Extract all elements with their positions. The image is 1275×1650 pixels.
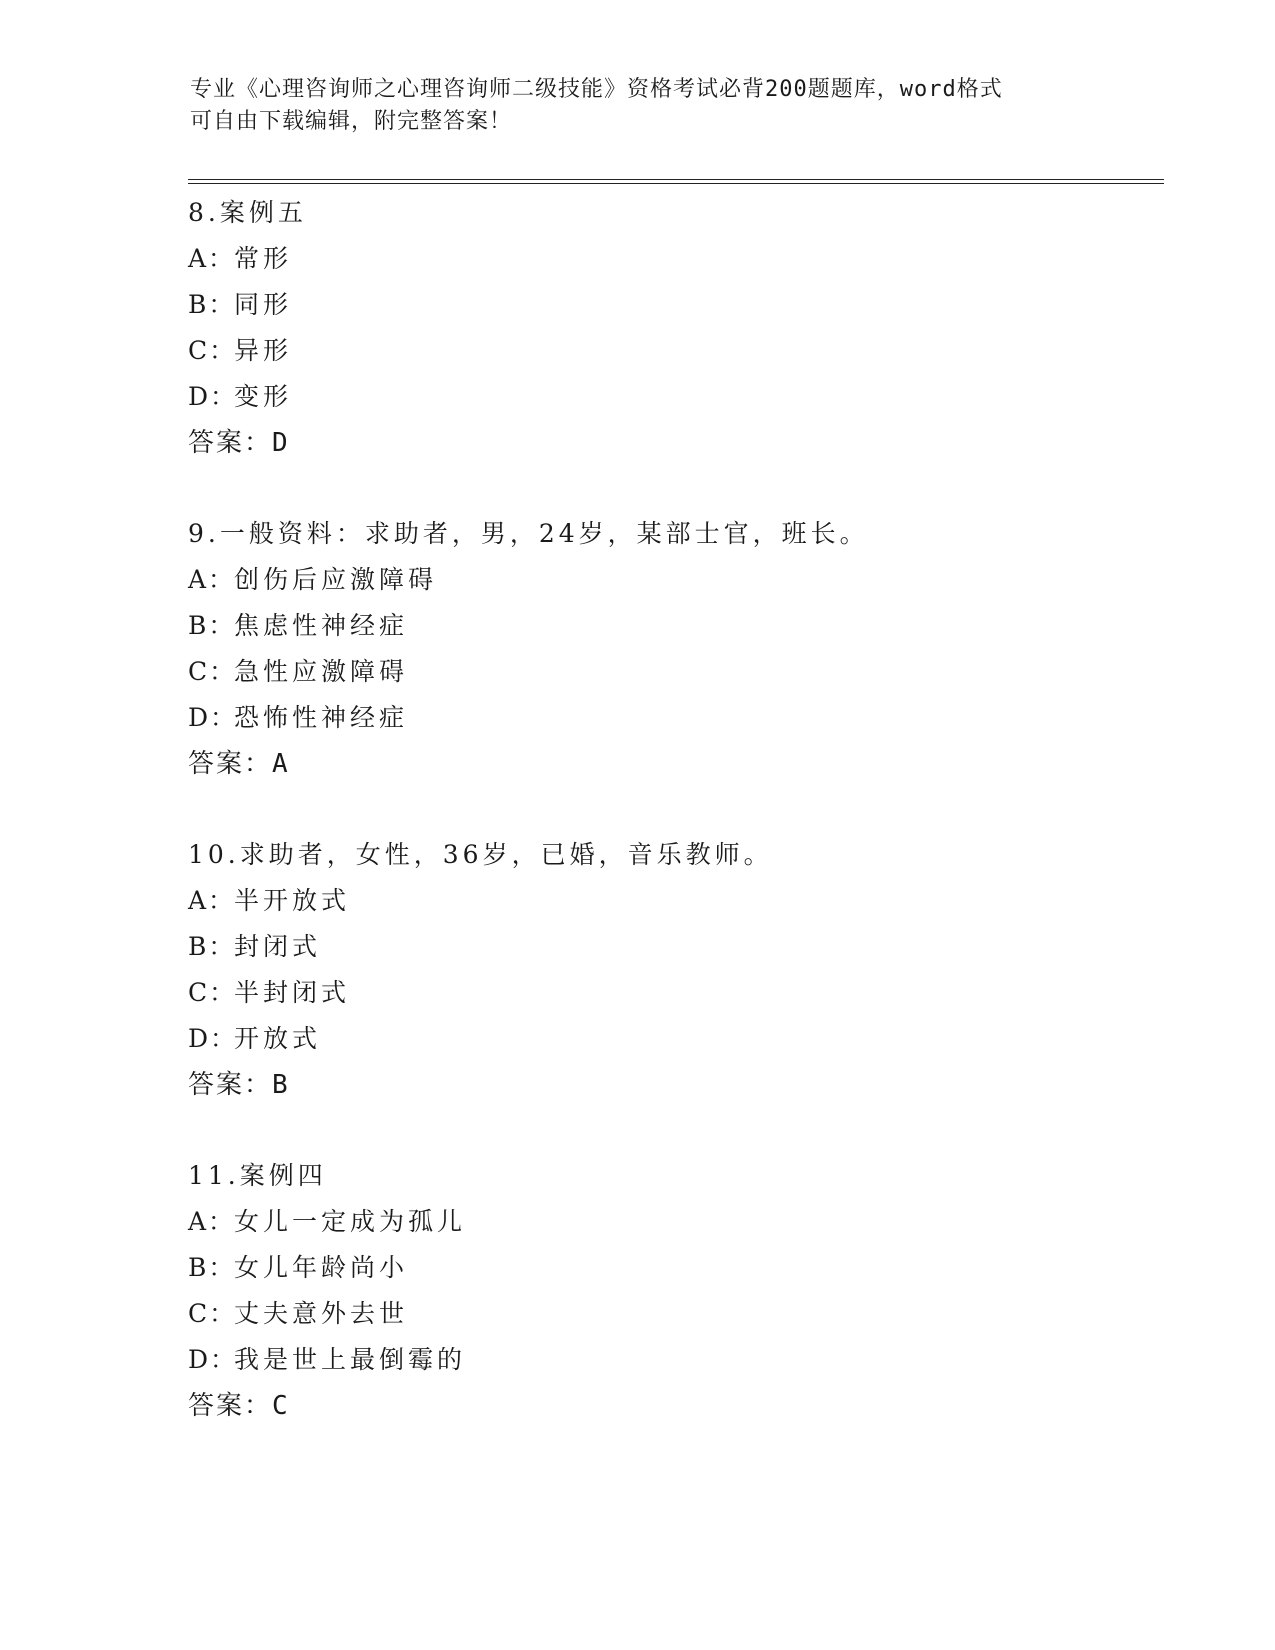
option-a: [188, 236, 1168, 282]
option-letter: A：: [188, 565, 236, 594]
question-9: [188, 511, 1168, 787]
question-10: [188, 832, 1168, 1108]
option-b: [188, 282, 1168, 328]
document-header: [190, 74, 1090, 138]
option-letter: A：: [188, 1207, 236, 1236]
option-b: [188, 603, 1168, 649]
question-stem: 11.案例四: [188, 1161, 327, 1190]
question-8: [188, 190, 1168, 466]
option-a: [188, 557, 1168, 603]
option-a: [188, 1199, 1168, 1245]
option-d: [188, 1016, 1168, 1062]
option-c: [188, 328, 1168, 374]
option-letter: A：: [188, 244, 236, 273]
option-b: [188, 1245, 1168, 1291]
answer-line: 答案：B: [188, 1070, 290, 1100]
option-text: 女儿一定成为孤儿: [234, 1207, 467, 1236]
option-letter: B：: [188, 611, 236, 640]
option-text: 半开放式: [234, 886, 351, 915]
option-c: [188, 1291, 1168, 1337]
option-letter: C：: [188, 336, 237, 365]
option-text: 半封闭式: [234, 978, 351, 1007]
option-a: [188, 878, 1168, 924]
option-text: 封闭式: [234, 932, 322, 961]
option-text: 恐怖性神经症: [234, 703, 409, 732]
option-text: 急性应激障碍: [234, 657, 409, 686]
option-letter: D：: [188, 382, 238, 411]
option-text: 异形: [234, 336, 293, 365]
option-c: [188, 649, 1168, 695]
option-c: [188, 970, 1168, 1016]
option-letter: C：: [188, 978, 237, 1007]
option-text: 创伤后应激障碍: [234, 565, 438, 594]
answer-line: 答案：D: [188, 428, 290, 458]
option-text: 丈夫意外去世: [234, 1299, 409, 1328]
option-letter: B：: [188, 1253, 236, 1282]
option-text: 变形: [234, 382, 293, 411]
answer-line: 答案：C: [188, 1391, 290, 1421]
option-d: [188, 374, 1168, 420]
option-d: [188, 695, 1168, 741]
option-text: 同形: [234, 290, 293, 319]
option-letter: B：: [188, 290, 236, 319]
answer-line: 答案：A: [188, 749, 290, 779]
question-list: [188, 190, 1168, 1474]
option-text: 常形: [234, 244, 293, 273]
option-letter: C：: [188, 1299, 237, 1328]
option-d: [188, 1337, 1168, 1383]
option-letter: A：: [188, 886, 236, 915]
option-text: 焦虑性神经症: [234, 611, 409, 640]
option-text: 女儿年龄尚小: [234, 1253, 409, 1282]
option-text: 我是世上最倒霉的: [234, 1345, 467, 1374]
question-stem: 10.求助者，女性，36岁，已婚，音乐教师。: [188, 840, 773, 869]
option-text: 开放式: [234, 1024, 322, 1053]
header-divider: [188, 179, 1164, 184]
question-11: [188, 1153, 1168, 1429]
option-letter: D：: [188, 703, 238, 732]
option-b: [188, 924, 1168, 970]
header-line-2: 可自由下载编辑，附完整答案！: [190, 109, 513, 134]
question-stem: 8.案例五: [188, 198, 307, 227]
question-stem: 9.一般资料：求助者，男，24岁，某部士官，班长。: [188, 519, 869, 548]
option-letter: D：: [188, 1024, 238, 1053]
option-letter: C：: [188, 657, 237, 686]
header-line-1: 专业《心理咨询师之心理咨询师二级技能》资格考试必背200题题库，word格式: [190, 77, 1003, 102]
option-letter: D：: [188, 1345, 238, 1374]
option-letter: B：: [188, 932, 236, 961]
